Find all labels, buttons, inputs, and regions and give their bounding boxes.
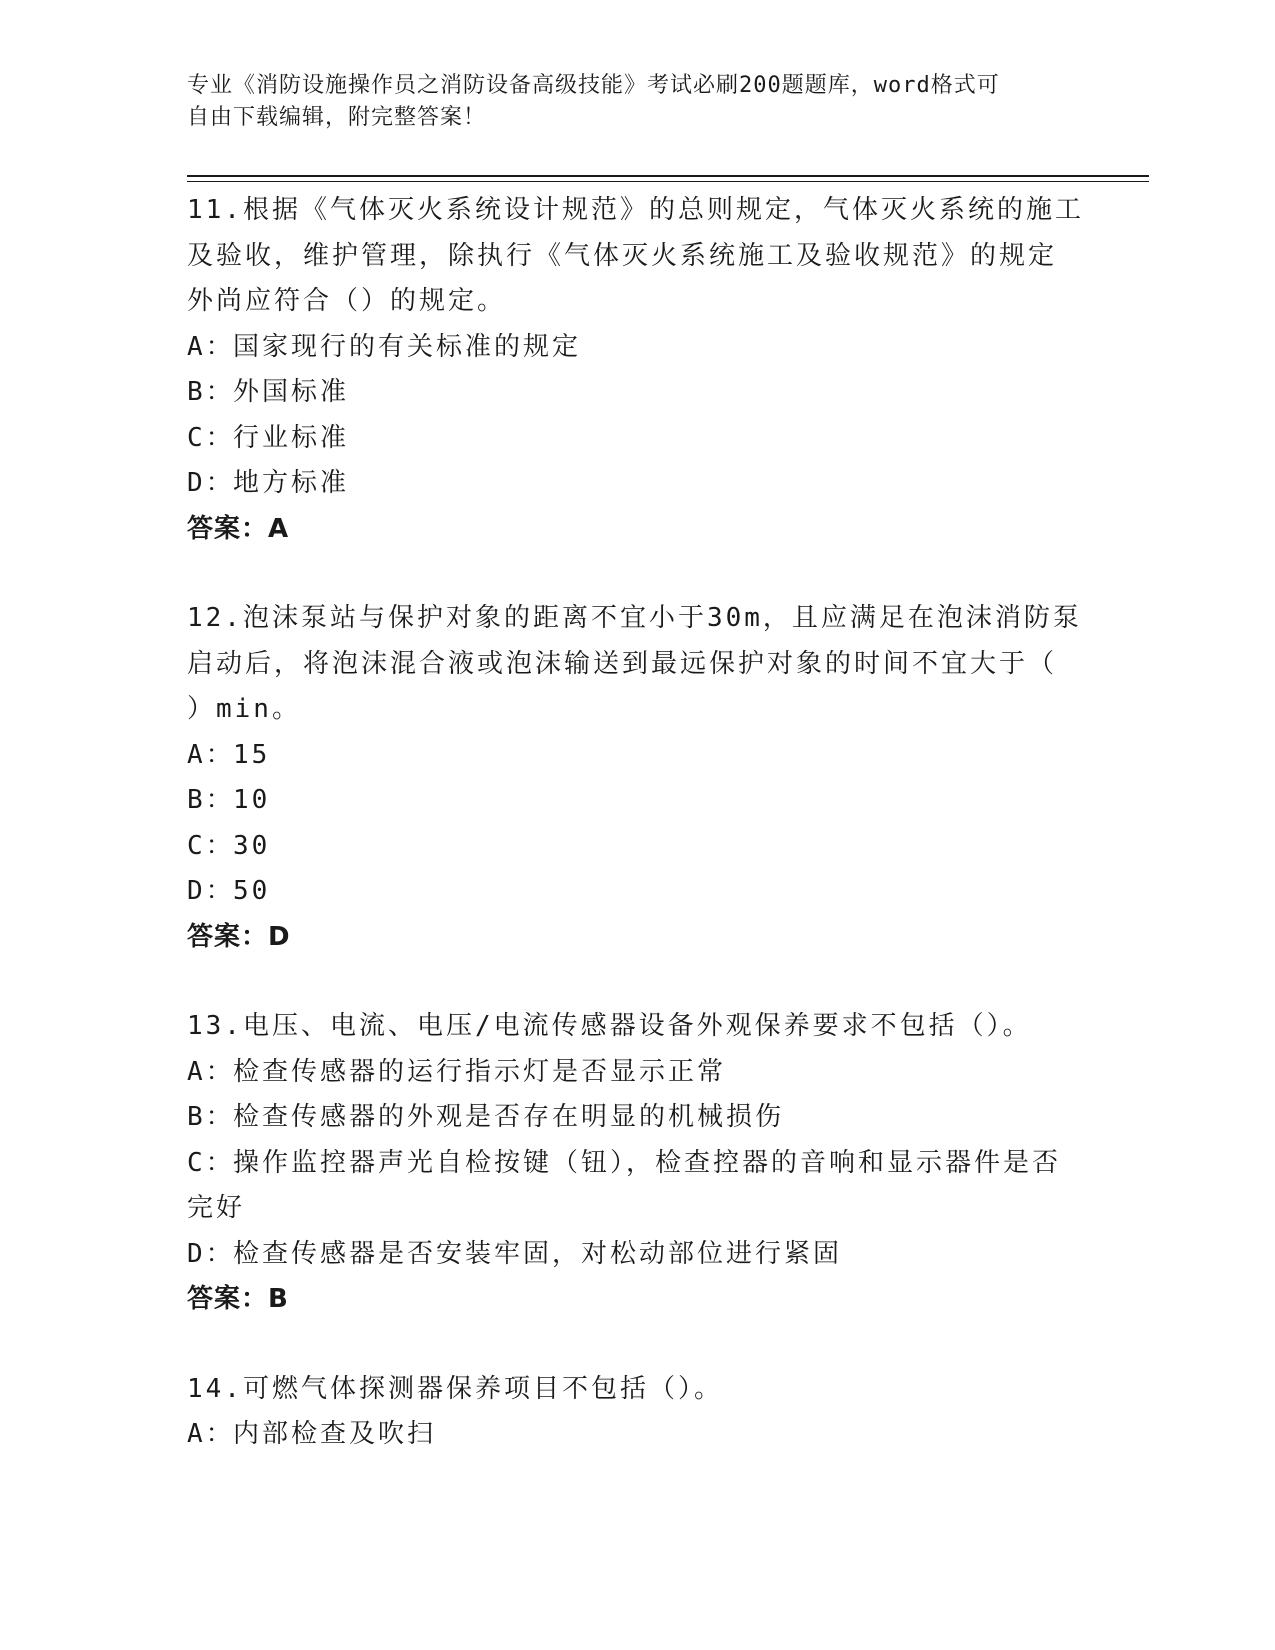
question-13: [187, 1004, 1087, 1323]
option-text: 检查传感器的外观是否存在明显的机械损伤: [233, 1102, 785, 1132]
question-14: [187, 1367, 1087, 1458]
option-c: [187, 416, 1087, 462]
option-letter: B：: [187, 1102, 235, 1132]
option-text: 外国标准: [233, 377, 350, 407]
header-line-2: 自由下载编辑，附完整答案！: [187, 105, 487, 130]
option-letter: C：: [187, 422, 235, 453]
option-letter: C：: [187, 830, 235, 861]
option-text: 15: [233, 739, 271, 770]
question-stem-line: 外尚应符合（）的规定。: [187, 286, 507, 316]
question-stem-line: 13.电压、电流、电压/电流传感器设备外观保养要求不包括（）。: [187, 1011, 1032, 1041]
option-a: [187, 1050, 1087, 1096]
question-stem-line: 12.泡沫泵站与保护对象的距离不宜小于30m，且应满足在泡沫消防泵: [187, 603, 1082, 633]
option-letter: D：: [187, 1238, 235, 1269]
question-stem-line: 14.可燃气体探测器保养项目不包括（）。: [187, 1373, 723, 1404]
option-letter: B：: [187, 377, 235, 407]
answer-key: 答案：A: [187, 513, 290, 544]
option-text: 50: [233, 876, 271, 906]
header-divider-thin: [187, 181, 1149, 182]
option-text: 行业标准: [233, 422, 350, 453]
option-c: [187, 824, 1087, 870]
question-list: [187, 188, 1087, 1458]
option-text: 地方标准: [233, 468, 350, 498]
question-stem-line: ）min。: [187, 694, 301, 724]
option-letter: A：: [187, 1056, 235, 1087]
option-letter: D：: [187, 876, 235, 906]
option-text: 检查传感器的运行指示灯是否显示正常: [233, 1056, 727, 1087]
option-letter: A：: [187, 739, 235, 770]
answer-key: 答案：D: [187, 921, 291, 952]
option-text: 完好: [187, 1193, 246, 1223]
option-a: [187, 325, 1087, 371]
option-c-continued: [187, 1186, 1087, 1232]
option-text: 10: [233, 785, 271, 815]
option-letter: C：: [187, 1147, 235, 1178]
option-text: 检查传感器是否安装牢固，对松动部位进行紧固: [233, 1238, 843, 1269]
option-letter: A：: [187, 331, 235, 362]
option-d: [187, 869, 1087, 915]
option-letter: B：: [187, 785, 235, 815]
header-line-1: 专业《消防设施操作员之消防设备高级技能》考试必刷200题题库，word格式可: [187, 73, 1000, 98]
option-b: [187, 1095, 1087, 1141]
option-b: [187, 370, 1087, 416]
question-stem-line: 启动后，将泡沫混合液或泡沫输送到最远保护对象的时间不宜大于（: [187, 648, 1058, 679]
option-a: [187, 733, 1087, 779]
option-a: [187, 1412, 1087, 1458]
question-stem-line: 及验收，维护管理，除执行《气体灭火系统施工及验收规范》的规定: [187, 240, 1058, 271]
option-text: 内部检查及吹扫: [233, 1419, 437, 1449]
option-b: [187, 778, 1087, 824]
question-12: [187, 596, 1087, 960]
option-d: [187, 1232, 1087, 1278]
question-stem-line: 11.根据《气体灭火系统设计规范》的总则规定，气体灭火系统的施工: [187, 195, 1084, 225]
option-letter: D：: [187, 468, 235, 498]
question-11: [187, 188, 1087, 552]
option-text: 国家现行的有关标准的规定: [233, 331, 582, 362]
option-c: [187, 1141, 1087, 1187]
document-header: [187, 70, 1067, 134]
option-text: 30: [233, 830, 271, 861]
header-divider-thick: [187, 175, 1149, 177]
option-text: 操作监控器声光自检按键（钮），检查控器的音响和显示器件是否: [233, 1147, 1062, 1178]
answer-key: 答案：B: [187, 1284, 289, 1314]
option-d: [187, 461, 1087, 507]
option-letter: A：: [187, 1419, 235, 1449]
